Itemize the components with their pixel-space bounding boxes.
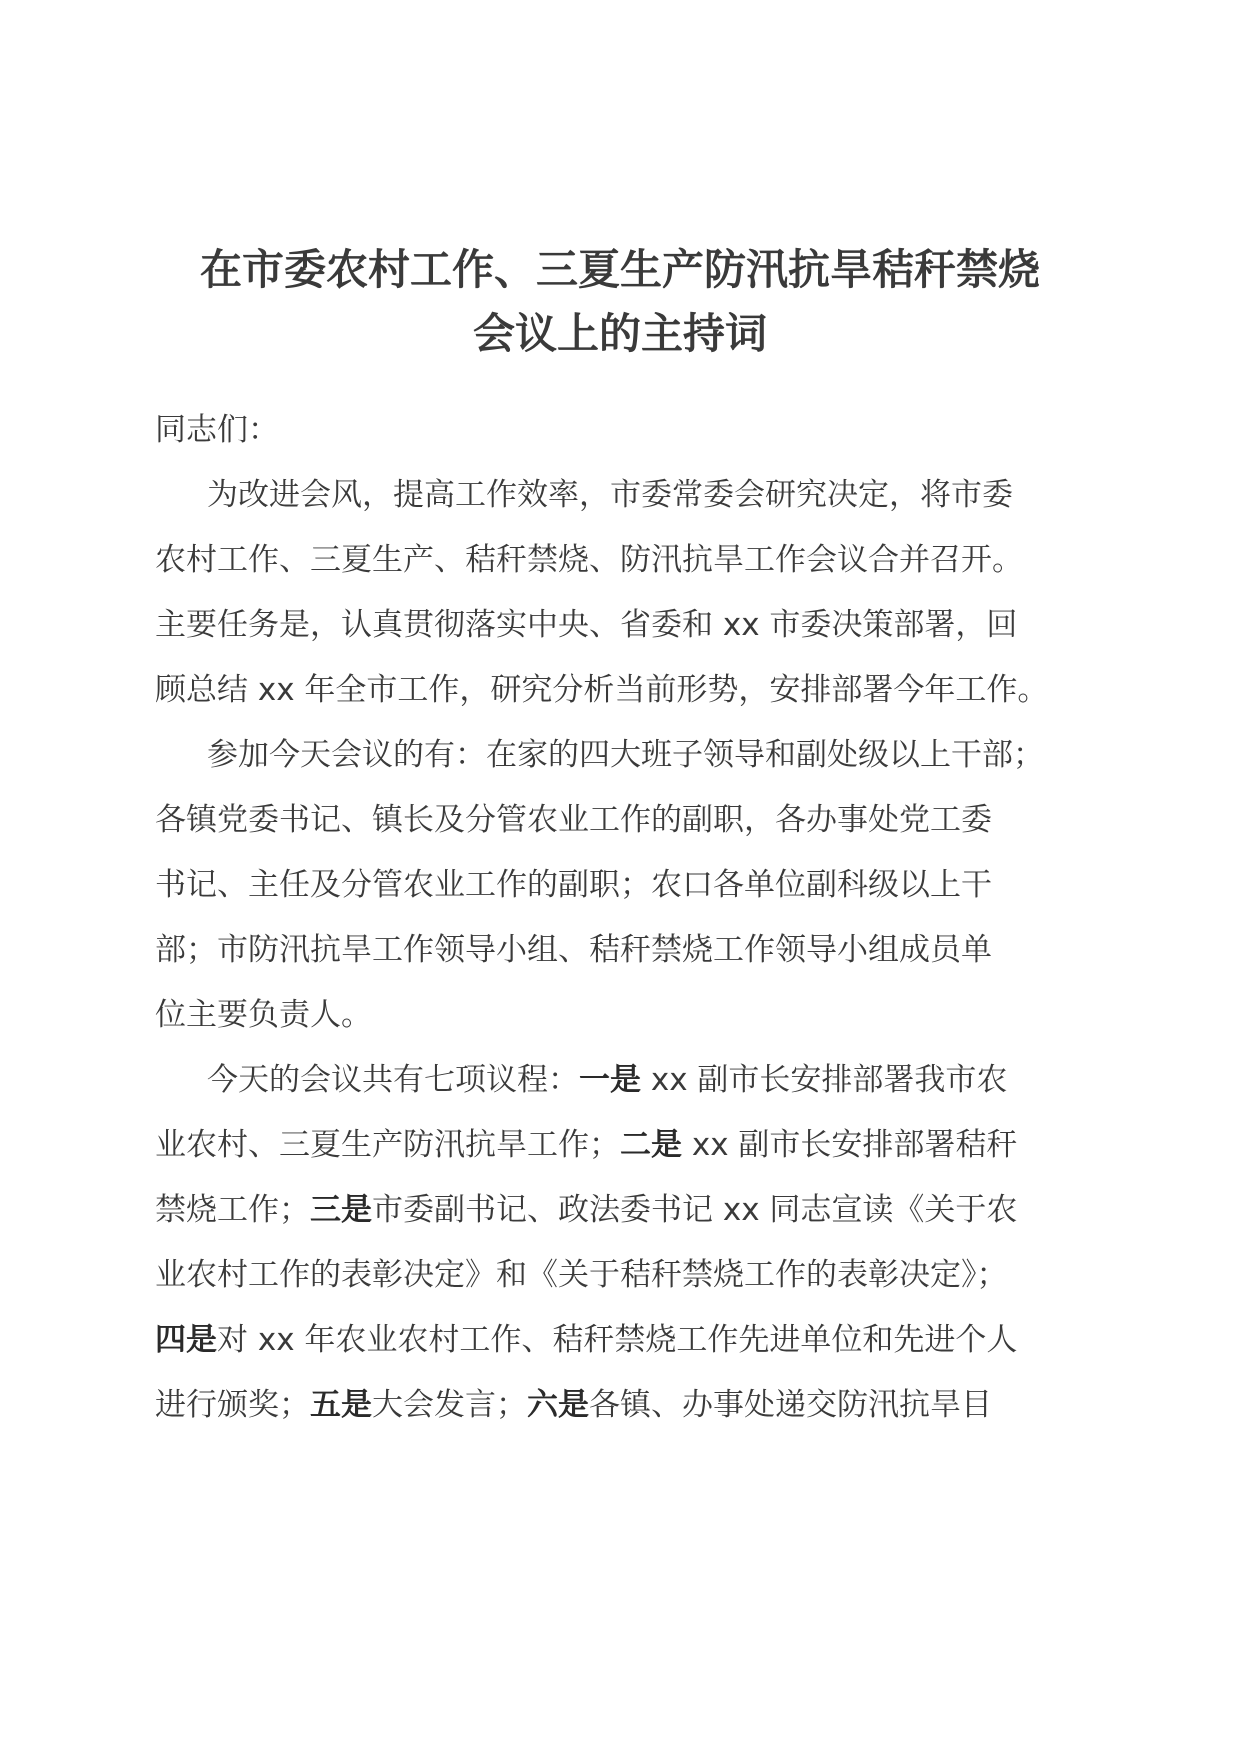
agenda-item-5-text: 大会发言；: [372, 1387, 527, 1423]
paragraph-1-line-1: 为改进会风，提高工作效率，市委常委会研究决定，将市委: [207, 477, 1013, 513]
paragraph-1-line-4: 顾总结 xx 年全市工作，研究分析当前形势，安排部署今年工作。: [155, 672, 1049, 708]
paragraph-3-line-3: [155, 1178, 1115, 1243]
agenda-item-2-marker: 二是: [620, 1127, 682, 1163]
salutation: [155, 398, 1115, 463]
paragraph-2-line-1: 参加今天会议的有：在家的四大班子领导和副处级以上干部；: [207, 737, 1044, 773]
agenda-item-4-text-cont: 进行颁奖；: [155, 1387, 310, 1423]
paragraph-3: [155, 1048, 1115, 1438]
paragraph-3-line-5: [155, 1308, 1115, 1373]
paragraph-3-line-4: 业农村工作的表彰决定》和《关于秸秆禁烧工作的表彰决定》；: [155, 1257, 1008, 1293]
agenda-item-5-marker: 五是: [310, 1387, 372, 1423]
paragraph-3-line-1: [155, 1048, 1115, 1113]
paragraph-2-line-5: 位主要负责人。: [155, 997, 372, 1033]
paragraph-2-line-3: 书记、主任及分管农业工作的副职；农口各单位副科级以上干: [155, 867, 992, 903]
agenda-item-1-text-cont: 业农村、三夏生产防汛抗旱工作；: [155, 1127, 620, 1163]
paragraph-1-line-2: 农村工作、三夏生产、秸秆禁烧、防汛抗旱工作会议合并召开。: [155, 542, 1023, 578]
agenda-item-2-text: xx 副市长安排部署秸秆: [682, 1127, 1018, 1163]
paragraph-2: [155, 723, 1115, 1048]
agenda-item-1-marker: 一是: [579, 1062, 641, 1098]
paragraph-3-line-6: [155, 1373, 1115, 1438]
salutation-text: 同志们：: [155, 412, 279, 448]
agenda-item-2-text-cont: 禁烧工作；: [155, 1192, 310, 1228]
agenda-item-6-text: 各镇、办事处递交防汛抗旱目: [589, 1387, 992, 1423]
agenda-item-4-text: 对 xx 年农业农村工作、秸秆禁烧工作先进单位和先进个人: [217, 1322, 1018, 1358]
paragraph-2-line-2: 各镇党委书记、镇长及分管农业工作的副职，各办事处党工委: [155, 802, 992, 838]
paragraph-2-line-4: 部；市防汛抗旱工作领导小组、秸秆禁烧工作领导小组成员单: [155, 932, 992, 968]
paragraph-1: [155, 463, 1115, 723]
agenda-item-1-text: xx 副市长安排部署我市农: [641, 1062, 1008, 1098]
title-line-2: 会议上的主持词: [472, 309, 767, 358]
title-line-1: 在市委农村工作、三夏生产防汛抗旱秸秆禁烧: [199, 245, 1040, 294]
document-body: [155, 398, 1115, 1438]
agenda-intro: 今天的会议共有七项议程：: [207, 1062, 579, 1098]
paragraph-1-line-3: 主要任务是，认真贯彻落实中央、省委和 xx 市委决策部署，回: [155, 607, 1018, 643]
agenda-item-4-marker: 四是: [155, 1322, 217, 1358]
agenda-item-3-marker: 三是: [310, 1192, 372, 1228]
agenda-item-6-marker: 六是: [527, 1387, 589, 1423]
paragraph-3-line-2: [155, 1113, 1115, 1178]
agenda-item-3-text: 市委副书记、政法委书记 xx 同志宣读《关于农: [372, 1192, 1018, 1228]
document-title: [130, 238, 1110, 366]
